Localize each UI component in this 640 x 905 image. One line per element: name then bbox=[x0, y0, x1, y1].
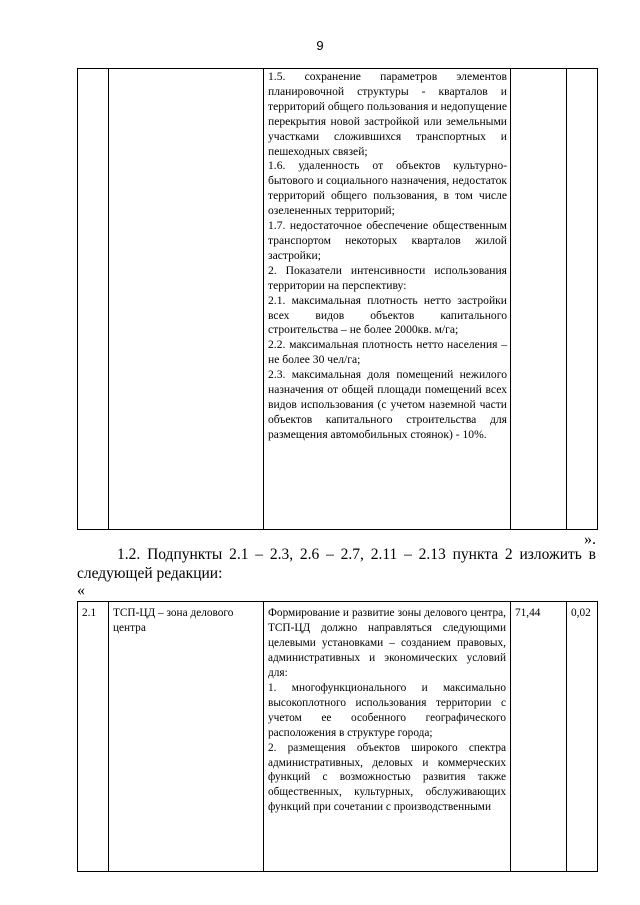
content-paragraph: 2.1. максимальная плотность нетто застройки всех видов объектов капитального строительства – не более 2000кв. м/га; bbox=[268, 293, 507, 337]
cell-content bbox=[264, 69, 511, 530]
content-paragraph: 1.7. недостаточное обеспечение общественным транспортом некоторых кварталов жилой застройки; bbox=[268, 219, 507, 262]
row-number: 2.1 bbox=[78, 602, 109, 872]
description-item: 2. размещения объектов широкого спектра административных, деловых и коммерческих функций с возможностью развития также общественных, культурных, обслуживающих функций при сочетании с производственными bbox=[268, 741, 506, 814]
page-number: 9 bbox=[316, 38, 324, 53]
zone-table bbox=[77, 601, 598, 872]
closing-quote: ». bbox=[584, 531, 596, 548]
zone-description bbox=[264, 602, 511, 872]
opening-quote: « bbox=[77, 582, 85, 599]
content-paragraph: 1.6. удаленность от объектов культурно-бытового и социального назначения, недостаток территорий общего пользования, в том числе озелененных территорий; bbox=[268, 159, 507, 218]
description-text: Формирование и развитие зоны делового центра, ТСП-ЦД должно направляться следующими целевыми установками – созданием правовых, административных и экономических условий для: bbox=[268, 607, 506, 679]
cell-value-1 bbox=[511, 69, 567, 530]
cell-number bbox=[78, 69, 109, 530]
zone-name: ТСП-ЦД – зона делового центра bbox=[109, 602, 264, 872]
cell-value-2 bbox=[567, 69, 598, 530]
content-paragraph: 2.3. максимальная доля помещений нежилого назначения от общей площади помещений всех видов использования (с учетом наземной части объектов капитального строительства для размещения автомобильных стоянок) - 10%. bbox=[268, 368, 507, 441]
content-paragraph: 2.2. максимальная плотность нетто населения – не более 30 чел/га; bbox=[268, 338, 507, 367]
amendment-line: 1.2. Подпункты 2.1 – 2.3, 2.6 – 2.7, 2.11 – 2.13 пункта 2 изложить в bbox=[117, 546, 596, 563]
share-value: 0,02 bbox=[567, 602, 598, 872]
table-row bbox=[78, 602, 598, 872]
continued-table bbox=[77, 68, 598, 530]
content-paragraph: 1.5. сохранение параметров элементов планировочной структуры - кварталов и территорий общего пользования и недопущение перекрытия новой застройкой или земельными участками сложившихся транспортных и пешеходных связей; bbox=[268, 70, 507, 158]
description-item: 1. многофункционального и максимально высокоплотного использования территории с учетом ее особенного географического расположения в структуре города; bbox=[268, 681, 506, 739]
area-value: 71,44 bbox=[511, 602, 567, 872]
amendment-paragraph bbox=[77, 545, 596, 583]
cell-zone bbox=[109, 69, 264, 530]
content-paragraph: 2. Показатели интенсивности использования территории на перспективу: bbox=[268, 263, 507, 292]
amendment-line: следующей редакции: bbox=[77, 565, 223, 582]
